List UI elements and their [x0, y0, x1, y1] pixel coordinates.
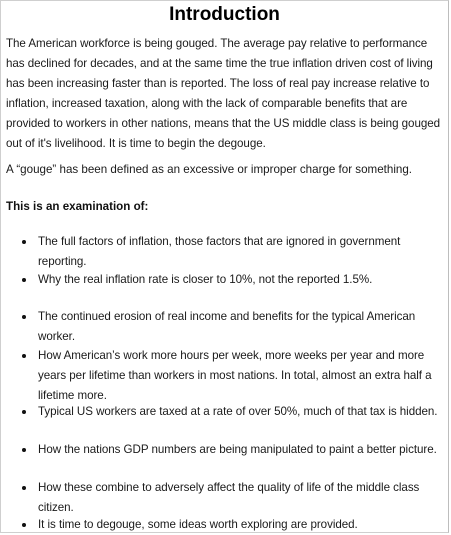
bullet-dot-icon — [22, 354, 26, 358]
bullet-dot-icon — [22, 410, 26, 414]
bullet-dot-icon — [22, 315, 26, 319]
bullet-text: Why the real inflation rate is closer to 10%, not the reported 1.5%. — [38, 273, 373, 286]
bullet-text: How these combine to adversely affect the quality of life of the middle class citizen. — [38, 481, 420, 514]
bullet-text: The full factors of inflation, those factors that are ignored in government reporting. — [38, 235, 401, 268]
bullet-dot-icon — [22, 486, 26, 490]
bullet-dot-icon — [22, 240, 26, 244]
bullet-dot-icon — [22, 523, 26, 527]
page-title: Introduction — [169, 4, 280, 25]
examination-heading: This is an examination of: — [6, 200, 149, 213]
bullet-text: The continued erosion of real income and benefits for the typical American worker. — [38, 310, 416, 343]
bullet-text: It is time to degouge, some ideas worth exploring are provided. — [38, 518, 358, 531]
bullet-dot-icon — [22, 278, 26, 282]
bullet-text: Typical US workers are taxed at a rate of over 50%, much of that tax is hidden. — [38, 405, 438, 418]
gouge-definition-paragraph: A “gouge” has been defined as an excessive or improper charge for something. — [6, 163, 413, 176]
bullet-text: How American’s work more hours per week, more weeks per year and more years per lifetime than workers in most nations. In total, almost an extra half a lifetime more. — [38, 349, 432, 402]
bullet-dot-icon — [22, 448, 26, 452]
bullet-text: How the nations GDP numbers are being manipulated to paint a better picture. — [38, 443, 437, 456]
intro-paragraph: The American workforce is being gouged. The average pay relative to performance has declined for decades, and at the same time the true inflation driven cost of living has been increasing faster than is reported. The loss of real pay increase relative to inflation, increased taxation, along with the lack of comparable benefits that are provided to workers in other nations, means that the US middle class is being gouged out of it's livelihood. It is time to begin the degouge. — [6, 37, 441, 150]
